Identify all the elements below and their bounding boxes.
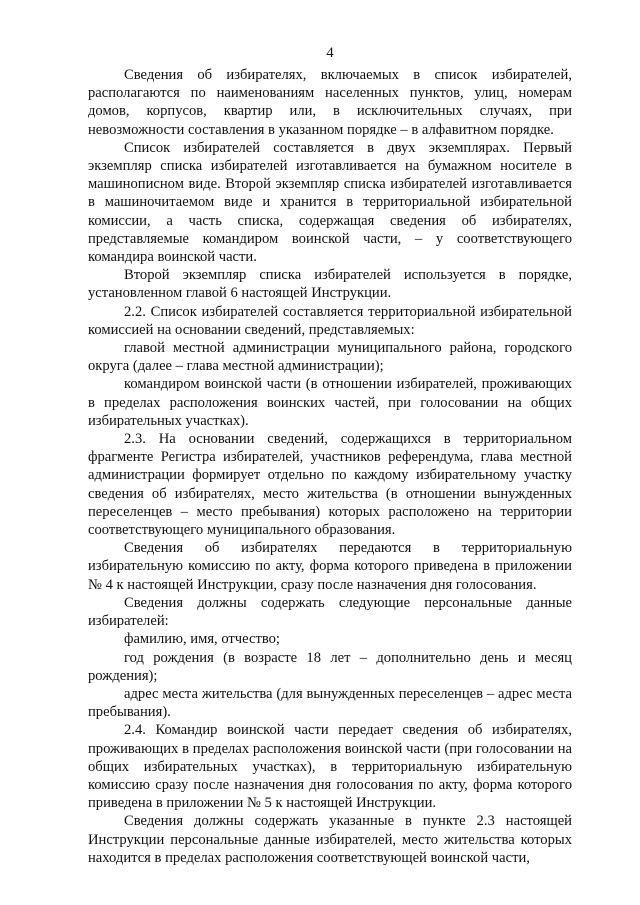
document-body xyxy=(88,66,572,867)
paragraph: Сведения об избирателях передаются в территориальную избирательную комиссию по акту, форма которого приведена в приложении № 4 к настоящей Инструкции, сразу после назначения дня голосования. xyxy=(88,540,572,593)
paragraph: год рождения (в возрасте 18 лет – дополнительно день и месяц рождения); xyxy=(88,649,572,684)
page-number: 4 xyxy=(326,45,334,61)
paragraph: фамилию, имя, отчество; xyxy=(124,631,280,648)
paragraph: адрес места жительства (для вынужденных переселенцев – адрес места пребывания). xyxy=(88,685,572,721)
paragraph: главой местной администрации муниципального района, городского округа (далее – глава местной администрации); xyxy=(88,340,572,375)
paragraph: Второй экземпляр списка избирателей используется в порядке, установленном главой 6 настоящей Инструкции. xyxy=(88,267,572,302)
paragraph: командиром воинской части (в отношении избирателей, проживающих в пределах расположения воинских частей, при голосовании на общих избирательных участках). xyxy=(88,376,572,429)
paragraph: Сведения должны содержать следующие персональные данные избирателей: xyxy=(88,594,572,630)
paragraph: 2.4. Командир воинской части передает сведения об избирателях, проживающих в пределах расположения воинской части (при голосовании на общих избирательных участках), в территориальную избирательную комиссию сразу после назначения дня голосования по акту, форма которого приведена в приложении № 5 к настоящей Инструкции. xyxy=(88,722,572,812)
paragraph: Сведения об избирателях, включаемых в список избирателей, располагаются по наименованиям населенных пунктов, улиц, номерам домов, корпусов, квартир или, в исключительных случаях, при невозможности составления в указанном порядке – в алфавитном порядке. xyxy=(88,67,572,138)
paragraph: Сведения должны содержать указанные в пункте 2.3 настоящей Инструкции персональные данные избирателей, место жительства которых находится в пределах расположения соответствующей воинской части, xyxy=(88,813,572,866)
paragraph: 2.3. На основании сведений, содержащихся в территориальном фрагменте Регистра избирателей, участников референдума, глава местной администрации формирует отдельно по каждому избирательному участку сведения об избирателях, место жительства (в отношении вынужденных переселенцев – место пребывания) которых расположено на территории соответствующего муниципального образования. xyxy=(88,431,572,539)
paragraph: Список избирателей составляется в двух экземплярах. Первый экземпляр списка избирателей изготавливается на бумажном носителе в машинописном виде. Второй экземпляр списка избирателей изготавливается в машиночитаемом виде и хранится в территориальной избирательной комиссии, а часть списка, содержащая сведения об избирателях, представляемые командиром воинской части, – у соответствующего командира воинской части. xyxy=(88,139,572,266)
paragraph: 2.2. Список избирателей составляется территориальной избирательной комиссией на основании сведений, представляемых: xyxy=(88,303,572,338)
